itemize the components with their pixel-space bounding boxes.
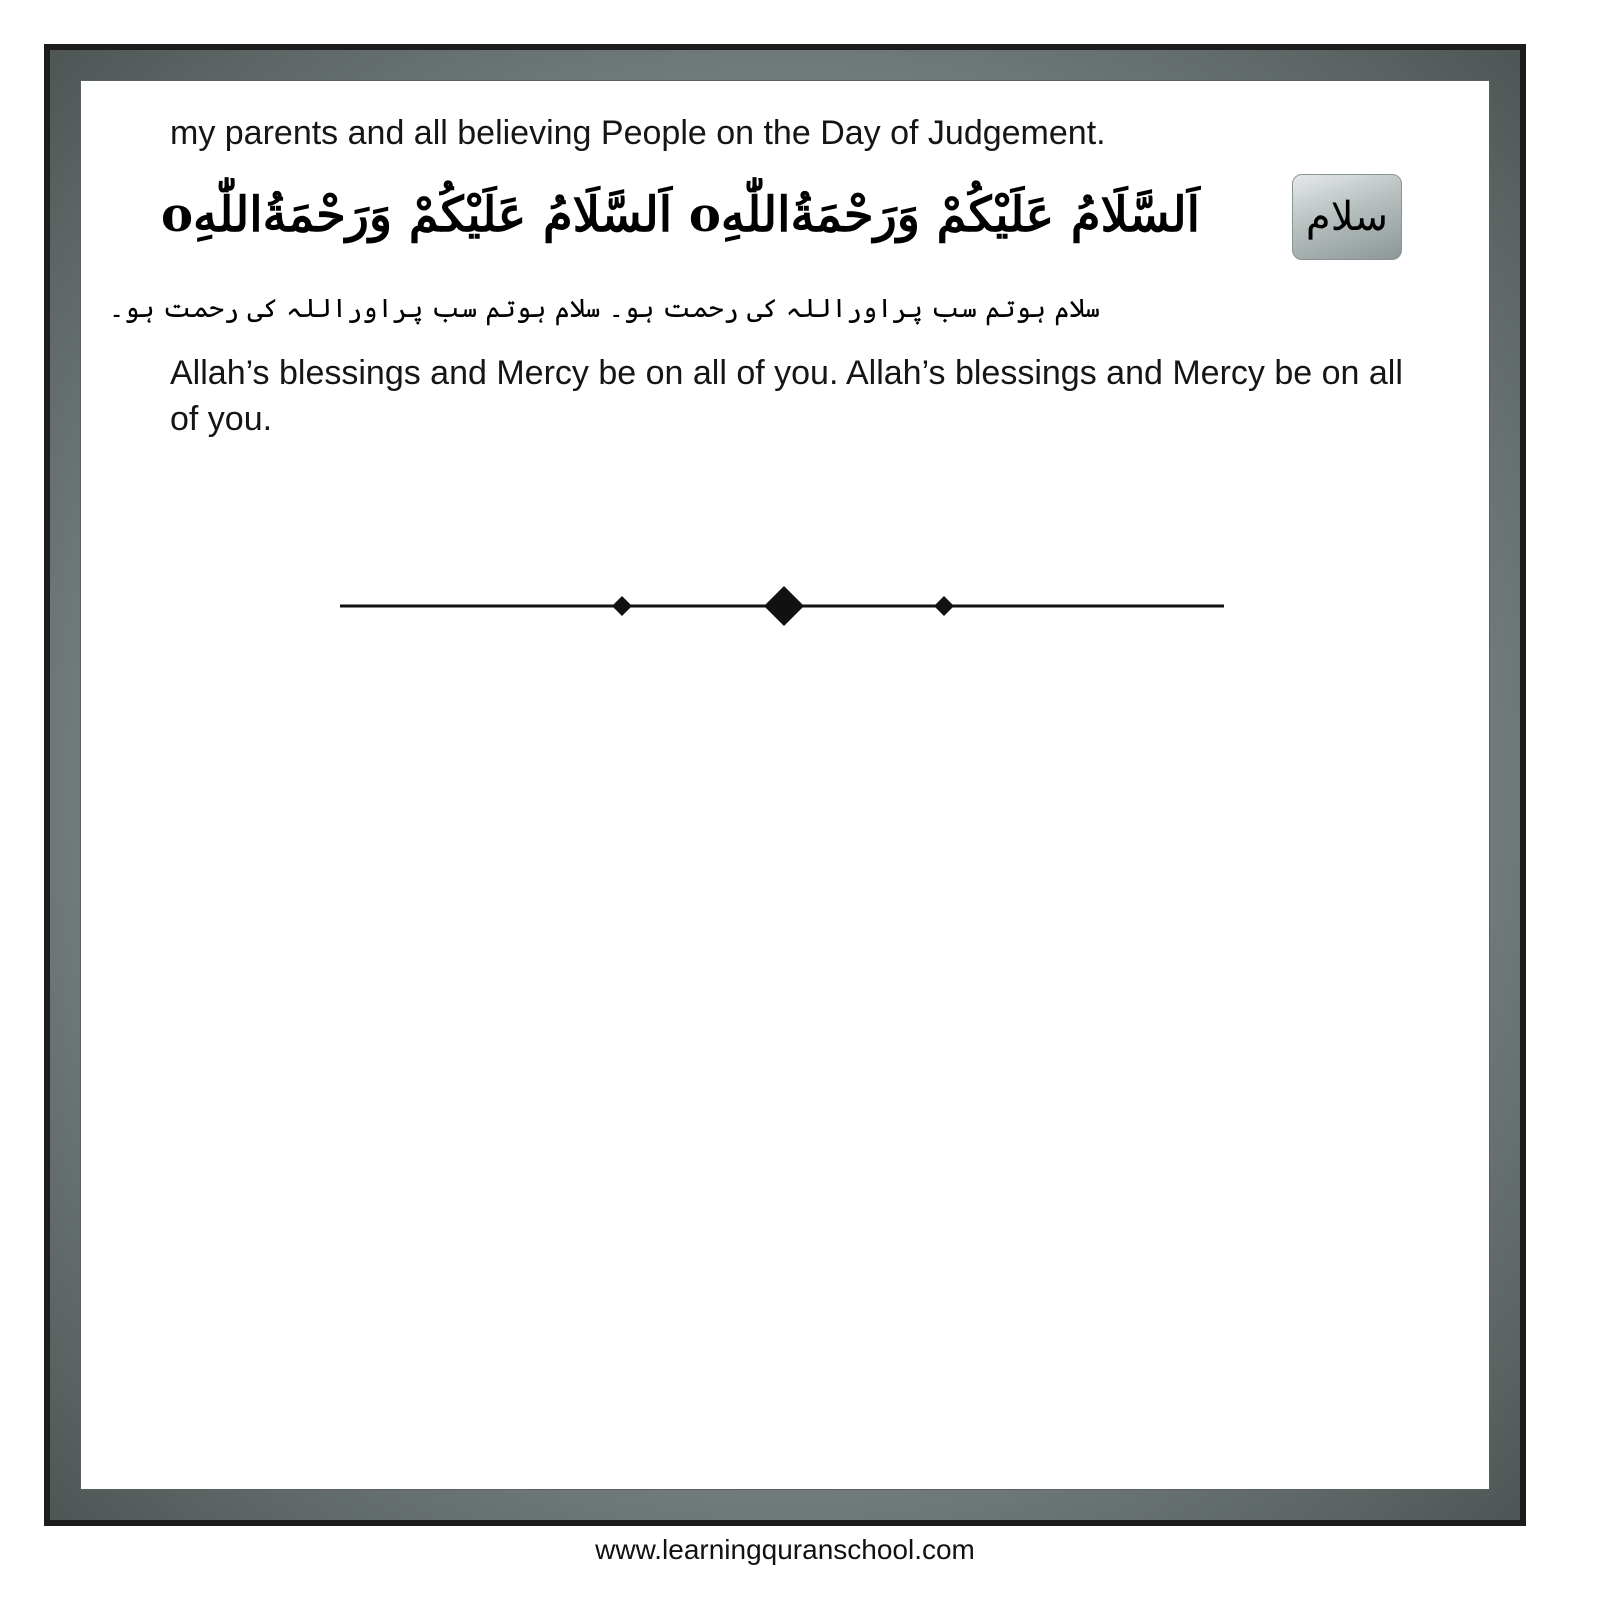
- divider-diamond-small-left: [612, 596, 632, 616]
- divider-diamond-small-right: [934, 596, 954, 616]
- ornamental-divider: [340, 578, 1230, 634]
- arabic-dua-text: اَلسَّلَامُ عَلَيْكُمْ وَرَحْمَةُاللّٰهِo اَلسَّلَامُ عَلَيْكُمْ وَرَحْمَةُاللّٰهِo: [160, 187, 1200, 243]
- divider-diamond-large-center: [764, 586, 804, 626]
- previous-text-continuation: my parents and all believing People on the Day of Judgement.: [170, 114, 1106, 152]
- urdu-translation: سلام ہوتم سب پراوراللہ کی رحمت ہو۔ سلام ہوتم سب پراوراللہ کی رحمت ہو۔: [108, 294, 1100, 324]
- english-translation: Allah’s blessings and Mercy be on all of you. Allah’s blessings and Mercy be on all of you.: [170, 354, 1403, 438]
- footer-website-url: www.learningquranschool.com: [595, 1534, 975, 1565]
- section-title-badge: سلام: [1292, 174, 1402, 260]
